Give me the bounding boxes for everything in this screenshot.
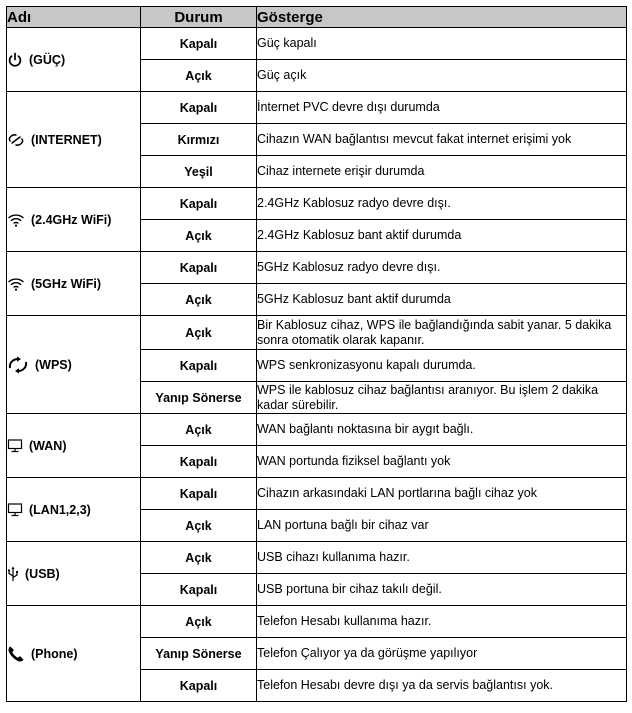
state-cell: Kapalı [141, 478, 257, 510]
state-cell: Açık [141, 316, 257, 350]
description-cell: Cihazın arkasındaki LAN portlarına bağlı cihaz yok [257, 478, 627, 510]
table-row [7, 92, 627, 124]
state-cell: Kapalı [141, 574, 257, 606]
indicator-name-cell [7, 542, 141, 606]
description-cell: WPS senkronizasyonu kapalı durumda. [257, 350, 627, 382]
description-cell: 5GHz Kablosuz radyo devre dışı. [257, 252, 627, 284]
indicator-label: (USB) [25, 566, 60, 581]
description-cell: Telefon Çalıyor ya da görüşme yapılıyor [257, 638, 627, 670]
table-row [7, 316, 627, 350]
indicator-name-cell [7, 316, 141, 414]
description-cell: Bir Kablosuz cihaz, WPS ile bağlandığında sabit yanar. 5 dakika sonra otomatik olarak kapanır. [257, 316, 627, 350]
internet-icon [7, 132, 25, 148]
state-cell: Yanıp Sönerse [141, 382, 257, 414]
indicator-label: (Phone) [31, 646, 78, 661]
monitor-icon [7, 503, 23, 517]
description-cell: USB cihazı kullanıma hazır. [257, 542, 627, 574]
wps-icon [7, 356, 29, 374]
state-cell: Açık [141, 606, 257, 638]
indicator-name-cell [7, 478, 141, 542]
table-row [7, 28, 627, 60]
description-cell: Güç kapalı [257, 28, 627, 60]
state-cell: Açık [141, 414, 257, 446]
state-cell: Kapalı [141, 670, 257, 702]
led-indicator-table [6, 6, 627, 702]
table-row [7, 252, 627, 284]
indicator-label: (2.4GHz WiFi) [31, 212, 112, 227]
indicator-label: (INTERNET) [31, 132, 102, 147]
state-cell: Kapalı [141, 446, 257, 478]
description-cell: Cihaz internete erişir durumda [257, 156, 627, 188]
indicator-name-cell [7, 252, 141, 316]
state-cell: Kapalı [141, 350, 257, 382]
table-row [7, 414, 627, 446]
indicator-label: (WPS) [35, 357, 72, 372]
description-cell: WAN bağlantı noktasına bir aygıt bağlı. [257, 414, 627, 446]
state-cell: Açık [141, 542, 257, 574]
state-cell: Açık [141, 510, 257, 542]
table-row [7, 542, 627, 574]
description-cell: WPS ile kablosuz cihaz bağlantısı aranıyor. Bu işlem 2 dakika kadar sürebilir. [257, 382, 627, 414]
description-cell: İnternet PVC devre dışı durumda [257, 92, 627, 124]
indicator-name-cell [7, 606, 141, 702]
description-cell: 5GHz Kablosuz bant aktif durumda [257, 284, 627, 316]
table-row [7, 478, 627, 510]
state-cell: Açık [141, 220, 257, 252]
description-cell: 2.4GHz Kablosuz bant aktif durumda [257, 220, 627, 252]
state-cell: Kapalı [141, 188, 257, 220]
header-state: Durum [141, 7, 257, 28]
table-row [7, 606, 627, 638]
wifi-icon [7, 213, 25, 227]
state-cell: Açık [141, 60, 257, 92]
description-cell: LAN portuna bağlı bir cihaz var [257, 510, 627, 542]
description-cell: USB portuna bir cihaz takılı değil. [257, 574, 627, 606]
power-icon [7, 52, 23, 68]
indicator-name-cell [7, 92, 141, 188]
description-cell: WAN portunda fiziksel bağlantı yok [257, 446, 627, 478]
state-cell: Yeşil [141, 156, 257, 188]
header-row [7, 7, 627, 28]
description-cell: Telefon Hesabı devre dışı ya da servis bağlantısı yok. [257, 670, 627, 702]
indicator-label: (LAN1,2,3) [29, 502, 91, 517]
state-cell: Kapalı [141, 92, 257, 124]
description-cell: Güç açık [257, 60, 627, 92]
indicator-label: (GÜÇ) [29, 52, 66, 67]
table-row [7, 188, 627, 220]
indicator-name-cell [7, 414, 141, 478]
description-cell: Telefon Hesabı kullanıma hazır. [257, 606, 627, 638]
state-cell: Yanıp Sönerse [141, 638, 257, 670]
indicator-label: (5GHz WiFi) [31, 276, 102, 291]
header-name: Adı [7, 7, 141, 28]
usb-icon [7, 566, 19, 582]
indicator-label: (WAN) [29, 438, 67, 453]
indicator-name-cell [7, 188, 141, 252]
phone-icon [7, 645, 25, 663]
wifi-icon [7, 277, 25, 291]
description-cell: 2.4GHz Kablosuz radyo devre dışı. [257, 188, 627, 220]
state-cell: Kırmızı [141, 124, 257, 156]
state-cell: Kapalı [141, 252, 257, 284]
description-cell: Cihazın WAN bağlantısı mevcut fakat internet erişimi yok [257, 124, 627, 156]
monitor-icon [7, 439, 23, 453]
state-cell: Açık [141, 284, 257, 316]
indicator-name-cell [7, 28, 141, 92]
header-description: Gösterge [257, 7, 627, 28]
state-cell: Kapalı [141, 28, 257, 60]
